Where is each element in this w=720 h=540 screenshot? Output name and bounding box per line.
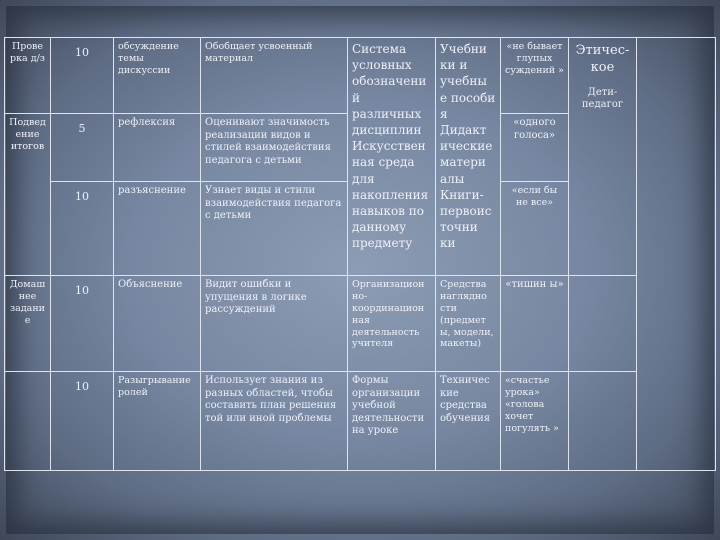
norms-subtitle: Дети-педагог xyxy=(581,86,624,111)
minutes-cell: 10 xyxy=(51,182,114,276)
activity-cell: Использует знания из разных областей, чтобы составить план решения той или иной проблемы xyxy=(201,372,348,471)
norms-cell xyxy=(569,372,637,471)
materials-cell: Учебни ки и учебны е пособи я Дидакт ические матери алы Книги-первоис точни ки xyxy=(436,38,501,276)
table-row xyxy=(5,38,716,114)
atmosphere-cell: «тишин ы» xyxy=(501,276,569,372)
materials-cell: Техничес кие средства обучения xyxy=(436,372,501,471)
method-cell: рефлексия xyxy=(114,114,201,182)
norms-cell xyxy=(569,38,637,276)
norms-cell xyxy=(569,276,637,372)
minutes-cell: 10 xyxy=(51,38,114,114)
materials-cell: Средства наглядно сти (предмет ы, модели, макеты) xyxy=(436,276,501,372)
minutes-cell: 10 xyxy=(51,276,114,372)
activity-cell: Оценивают значимость реализации видов и стилей взаимодействия педагога с детьми xyxy=(201,114,348,182)
environment-cell: Организацион но-координацион ная деятельность учителя xyxy=(348,276,436,372)
lesson-plan-table xyxy=(4,37,716,471)
method-cell: разъяснение xyxy=(114,182,201,276)
method-cell: Объяснение xyxy=(114,276,201,372)
stage-cell: Прове рка д/з xyxy=(5,38,51,114)
table-row xyxy=(5,372,716,471)
activity-cell: Видит ошибки и упущения в логике рассуждений xyxy=(201,276,348,372)
method-cell: обсуждение темы дискуссии xyxy=(114,38,201,114)
table-row xyxy=(5,276,716,372)
atmosphere-cell: «не бывает глупых суждений » xyxy=(501,38,569,114)
norms-title: Этичес-кое xyxy=(575,43,630,75)
minutes-cell: 10 xyxy=(51,372,114,471)
atmosphere-cell: «счастье урока» «голова хочет погулять » xyxy=(501,372,569,471)
environment-cell: Формы организации учебной деятельности на уроке xyxy=(348,372,436,471)
environment-cell: Система условных обозначени й различных дисциплин Искусствен ная среда для накопления навыков по данному предмету xyxy=(348,38,436,276)
stage-cell: Домаш нее задани е xyxy=(5,276,51,372)
atmosphere-cell: «одного голоса» xyxy=(501,114,569,182)
minutes-cell: 5 xyxy=(51,114,114,182)
stage-cell: Подвед ение итогов xyxy=(5,114,51,276)
activity-cell: Обобщает усвоенный материал xyxy=(201,38,348,114)
activity-cell: Узнает виды и стили взаимодействия педагога с детьми xyxy=(201,182,348,276)
stage-cell xyxy=(5,372,51,471)
empty-cell xyxy=(637,38,716,471)
method-cell: Разыгрывание ролей xyxy=(114,372,201,471)
atmosphere-cell: «если бы не все» xyxy=(501,182,569,276)
